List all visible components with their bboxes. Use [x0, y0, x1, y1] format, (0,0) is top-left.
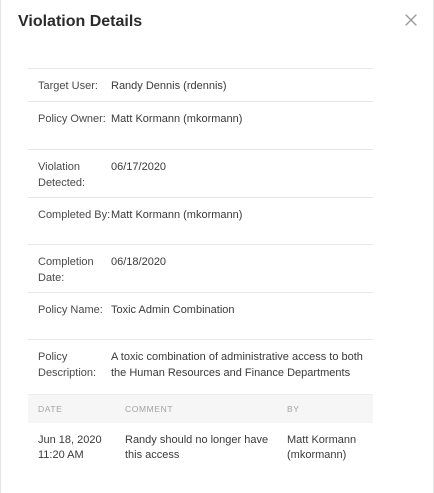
detail-label: Policy Description:: [38, 351, 97, 379]
column-header-date: DATE: [38, 404, 63, 414]
history-date: Jun 18, 2020 11:20 AM: [38, 434, 102, 461]
detail-label: Target User:: [38, 80, 98, 92]
detail-value: Randy Dennis (rdennis): [111, 80, 227, 92]
detail-value: 06/18/2020: [111, 256, 167, 268]
detail-value: Toxic Admin Combination: [111, 304, 235, 316]
detail-row-policy-owner: [28, 101, 373, 149]
close-button[interactable]: [401, 10, 421, 30]
modal-title: Violation Details: [18, 13, 143, 30]
detail-label: Policy Owner:: [38, 113, 106, 125]
detail-value: A toxic combination of administrative access to both the Human Resources and Finance Departments: [111, 351, 363, 379]
detail-value: Matt Kormann (mkormann): [111, 209, 243, 221]
detail-label: Policy Name:: [38, 304, 103, 316]
column-header-by: BY: [287, 404, 300, 414]
close-icon: [401, 10, 421, 30]
detail-value: Matt Kormann (mkormann): [111, 113, 243, 125]
detail-row-policy-name: [28, 292, 373, 339]
history-by: Matt Kormann (mkormann): [287, 434, 357, 461]
table-row: [28, 423, 373, 463]
history-table-header: [28, 394, 373, 423]
detail-row-target-user: [28, 68, 373, 101]
detail-row-policy-description: [28, 339, 373, 394]
detail-value: 06/17/2020: [111, 161, 167, 173]
detail-row-completion-date: [28, 244, 373, 292]
detail-label: Violation Detected:: [38, 161, 86, 189]
detail-row-violation-detected: [28, 149, 373, 197]
detail-label: Completed By:: [38, 209, 111, 221]
details-list: [28, 68, 373, 394]
detail-row-completed-by: [28, 197, 373, 244]
detail-label: Completion Date:: [38, 256, 94, 284]
history-table: [28, 394, 373, 463]
column-header-comment: COMMENT: [125, 404, 174, 414]
history-comment: Randy should no longer have this access: [125, 434, 269, 461]
